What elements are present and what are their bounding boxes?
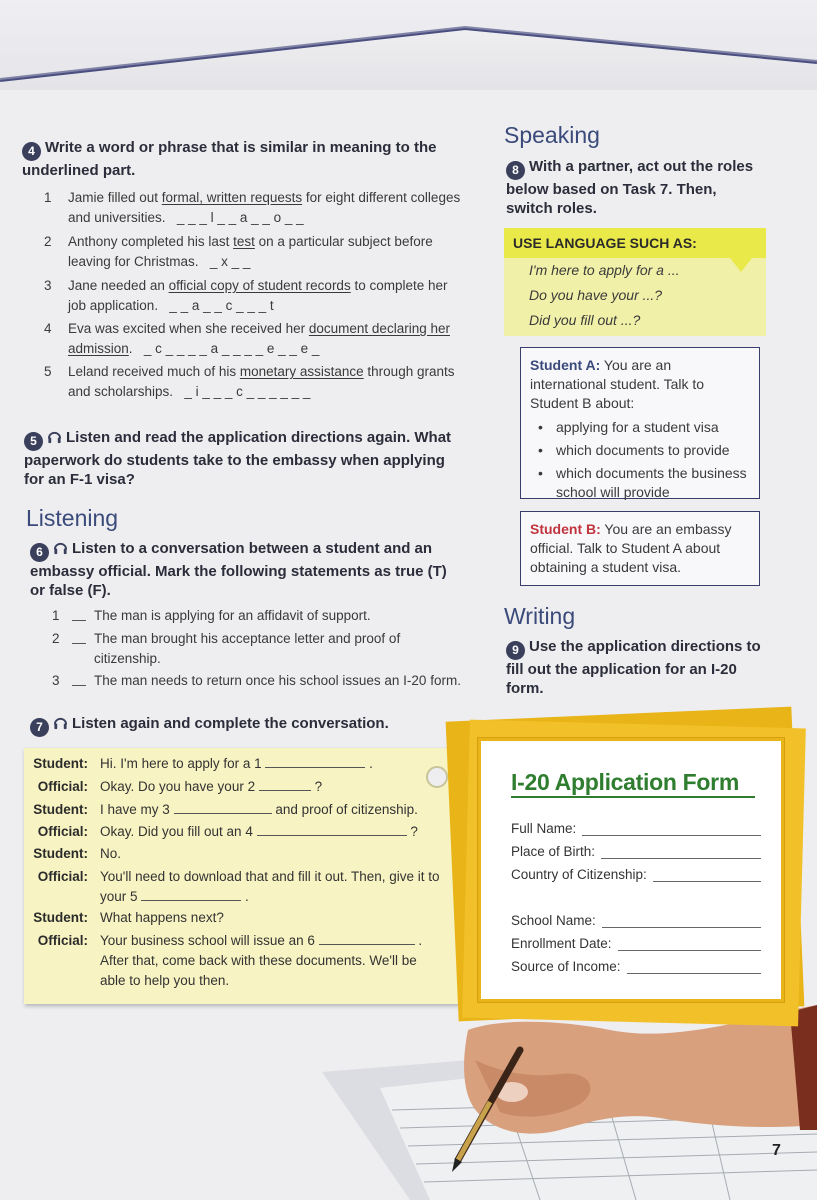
listening-heading: Listening bbox=[26, 505, 119, 531]
letter-blank[interactable]: _ x _ _ bbox=[209, 254, 251, 269]
item-text: The man needs to return once his school issues an I-20 form. bbox=[94, 673, 461, 688]
answer-blank[interactable] bbox=[174, 813, 272, 814]
form-field-enrollment-date[interactable] bbox=[511, 936, 761, 951]
speaker-label: Student: bbox=[33, 846, 88, 861]
task-5-title: Listen and read the application directions again. What paperwork do students take to the embassy when applying for an F-1 visa? bbox=[24, 429, 452, 488]
form-field-full-name[interactable] bbox=[511, 821, 761, 836]
speaker-label: Official: bbox=[37, 824, 88, 839]
item-text: . bbox=[128, 341, 133, 356]
line-text: your 5 bbox=[100, 889, 138, 904]
line-text: I have my 3 bbox=[100, 802, 170, 817]
task-number-badge: 6 bbox=[30, 543, 49, 562]
language-phrase: Did you fill out ...? bbox=[529, 312, 641, 328]
item-number: 1 bbox=[52, 608, 60, 623]
item-text: through grants and scholarships. bbox=[68, 364, 455, 399]
role-label: Student A: bbox=[530, 357, 601, 373]
task-6-title: Listen to a conversation between a student and an embassy official. Mark the following statements as true (T) or false (F). bbox=[30, 540, 447, 599]
item-text: The man is applying for an affidavit of support. bbox=[94, 608, 371, 623]
field-label: Source of Income: bbox=[511, 959, 621, 974]
item-text: Jane needed an bbox=[68, 278, 169, 293]
speaker-label: Official: bbox=[37, 933, 88, 948]
item-number: 3 bbox=[44, 278, 52, 293]
speaker-label: Official: bbox=[37, 779, 88, 794]
speaker-label: Student: bbox=[33, 910, 88, 925]
task-7-title: Listen again and complete the conversation. bbox=[72, 715, 389, 732]
item-number: 2 bbox=[52, 631, 60, 646]
item-text: to complete her job application. bbox=[68, 278, 448, 313]
answer-blank[interactable] bbox=[141, 900, 241, 901]
list-item: • which documents to provide bbox=[530, 441, 750, 460]
item-number: 5 bbox=[44, 364, 52, 379]
task-number-badge: 5 bbox=[24, 432, 43, 451]
field-label: School Name: bbox=[511, 913, 596, 928]
form-field-country-of-citizenship[interactable] bbox=[511, 867, 761, 882]
task-9-title: Use the application directions to fill out the application for an I-20 form. bbox=[506, 638, 761, 697]
line-text: Hi. I'm here to apply for a 1 bbox=[100, 756, 262, 771]
answer-blank[interactable] bbox=[319, 944, 415, 945]
language-phrase: Do you have your ...? bbox=[529, 287, 663, 303]
form-field-place-of-birth[interactable] bbox=[511, 844, 761, 859]
item-text: for eight different colleges and universities. bbox=[68, 190, 461, 225]
underlined-phrase: document declaring her admission bbox=[68, 321, 450, 356]
item-text: Anthony completed his last bbox=[68, 234, 234, 249]
answer-blank[interactable] bbox=[257, 835, 407, 836]
item-text: Eva was excited when she received her bbox=[68, 321, 309, 336]
field-line[interactable] bbox=[618, 939, 761, 951]
underlined-phrase: test bbox=[233, 234, 255, 249]
task-number-badge: 7 bbox=[30, 718, 49, 737]
item-number: 3 bbox=[52, 673, 60, 688]
answer-blank[interactable] bbox=[265, 767, 365, 768]
list-item: • which documents the business school will provide bbox=[530, 464, 750, 502]
task-number-badge: 8 bbox=[506, 161, 525, 180]
field-line[interactable] bbox=[582, 824, 761, 836]
form-title: I-20 Application Form bbox=[511, 769, 755, 798]
letter-blank[interactable]: _ _ a _ _ c _ _ _ t bbox=[169, 298, 274, 313]
task-8-title: With a partner, act out the roles below based on Task 7. Then, switch roles. bbox=[506, 158, 754, 217]
underlined-phrase: official copy of student records bbox=[168, 278, 351, 293]
speaking-heading: Speaking bbox=[504, 122, 600, 148]
conversation-card: Student: Hi. I'm here to apply for a 1 . Official: Okay. Do you have your 2 ? Student: I have my 3 and proof of citizenship. Official: Okay. Did you fill out an 4 ? Student: No. Official: You'll need to download that and fill it out. Then, give it to your 5 . Student: What happens next? Official: Your business school will issue an 6 . After that, come back with these documents. We'll be able to help you then. bbox=[24, 748, 476, 1004]
item-number: 2 bbox=[44, 234, 52, 249]
line-text: After that, come back with these documents. We'll be bbox=[100, 953, 417, 968]
underlined-phrase: formal, written requests bbox=[161, 190, 303, 205]
form-field-school-name[interactable] bbox=[511, 913, 761, 928]
role-label: Student B: bbox=[530, 521, 601, 537]
letter-blank[interactable]: _ c _ _ _ _ a _ _ _ _ e _ _ e _ bbox=[143, 341, 320, 356]
i20-application-form bbox=[478, 738, 784, 1002]
language-phrase: I'm here to apply for a ... bbox=[529, 262, 680, 278]
field-line[interactable] bbox=[653, 870, 761, 882]
line-text: Your business school will issue an 6 bbox=[100, 933, 315, 948]
item-text: on a particular subject before leaving for Christmas. bbox=[68, 234, 433, 269]
card-punch-hole bbox=[426, 766, 448, 788]
item-number: 4 bbox=[44, 321, 52, 336]
field-label: Place of Birth: bbox=[511, 844, 596, 859]
field-line[interactable] bbox=[602, 916, 761, 928]
line-text: No. bbox=[100, 846, 122, 861]
line-text: Okay. Do you have your 2 bbox=[100, 779, 256, 794]
speaker-label: Student: bbox=[33, 802, 88, 817]
item-text: The man brought his acceptance letter and proof of citizenship. bbox=[94, 631, 401, 666]
underlined-phrase: monetary assistance bbox=[239, 364, 364, 379]
line-text: You'll need to download that and fill it out. Then, give it to bbox=[100, 869, 440, 884]
field-label: Country of Citizenship: bbox=[511, 867, 647, 882]
field-label: Enrollment Date: bbox=[511, 936, 612, 951]
task-number-badge: 4 bbox=[22, 142, 41, 161]
form-field-source-of-income[interactable] bbox=[511, 959, 761, 974]
role-text: You are an international student. Talk to Student B about: bbox=[530, 357, 705, 411]
item-number: 1 bbox=[44, 190, 52, 205]
line-text: and proof of citizenship. bbox=[275, 802, 418, 817]
language-box-heading: USE LANGUAGE SUCH AS: bbox=[504, 228, 766, 258]
letter-blank[interactable]: _ _ _ l _ _ a _ _ o _ _ bbox=[176, 210, 304, 225]
letter-blank[interactable]: _ i _ _ _ c _ _ _ _ _ _ bbox=[184, 384, 311, 399]
list-item: • applying for a student visa bbox=[530, 418, 750, 437]
line-text: What happens next? bbox=[100, 910, 224, 925]
line-text: Okay. Did you fill out an 4 bbox=[100, 824, 253, 839]
role-text: You are an embassy official. Talk to Student A about obtaining a student visa. bbox=[530, 521, 732, 575]
task-4-title: Write a word or phrase that is similar in meaning to the underlined part. bbox=[22, 139, 437, 179]
writing-heading: Writing bbox=[504, 603, 576, 629]
page-number: 7 bbox=[772, 1142, 781, 1159]
speaker-label: Official: bbox=[37, 869, 88, 884]
item-text: Leland received much of his bbox=[68, 364, 240, 379]
task-number-badge: 9 bbox=[506, 641, 525, 660]
field-line[interactable] bbox=[601, 847, 761, 859]
answer-blank[interactable] bbox=[259, 790, 311, 791]
field-line[interactable] bbox=[627, 962, 761, 974]
item-text: Jamie filled out bbox=[68, 190, 162, 205]
speaker-label: Student: bbox=[33, 756, 88, 771]
field-label: Full Name: bbox=[511, 821, 577, 836]
line-text: able to help you then. bbox=[100, 973, 230, 988]
